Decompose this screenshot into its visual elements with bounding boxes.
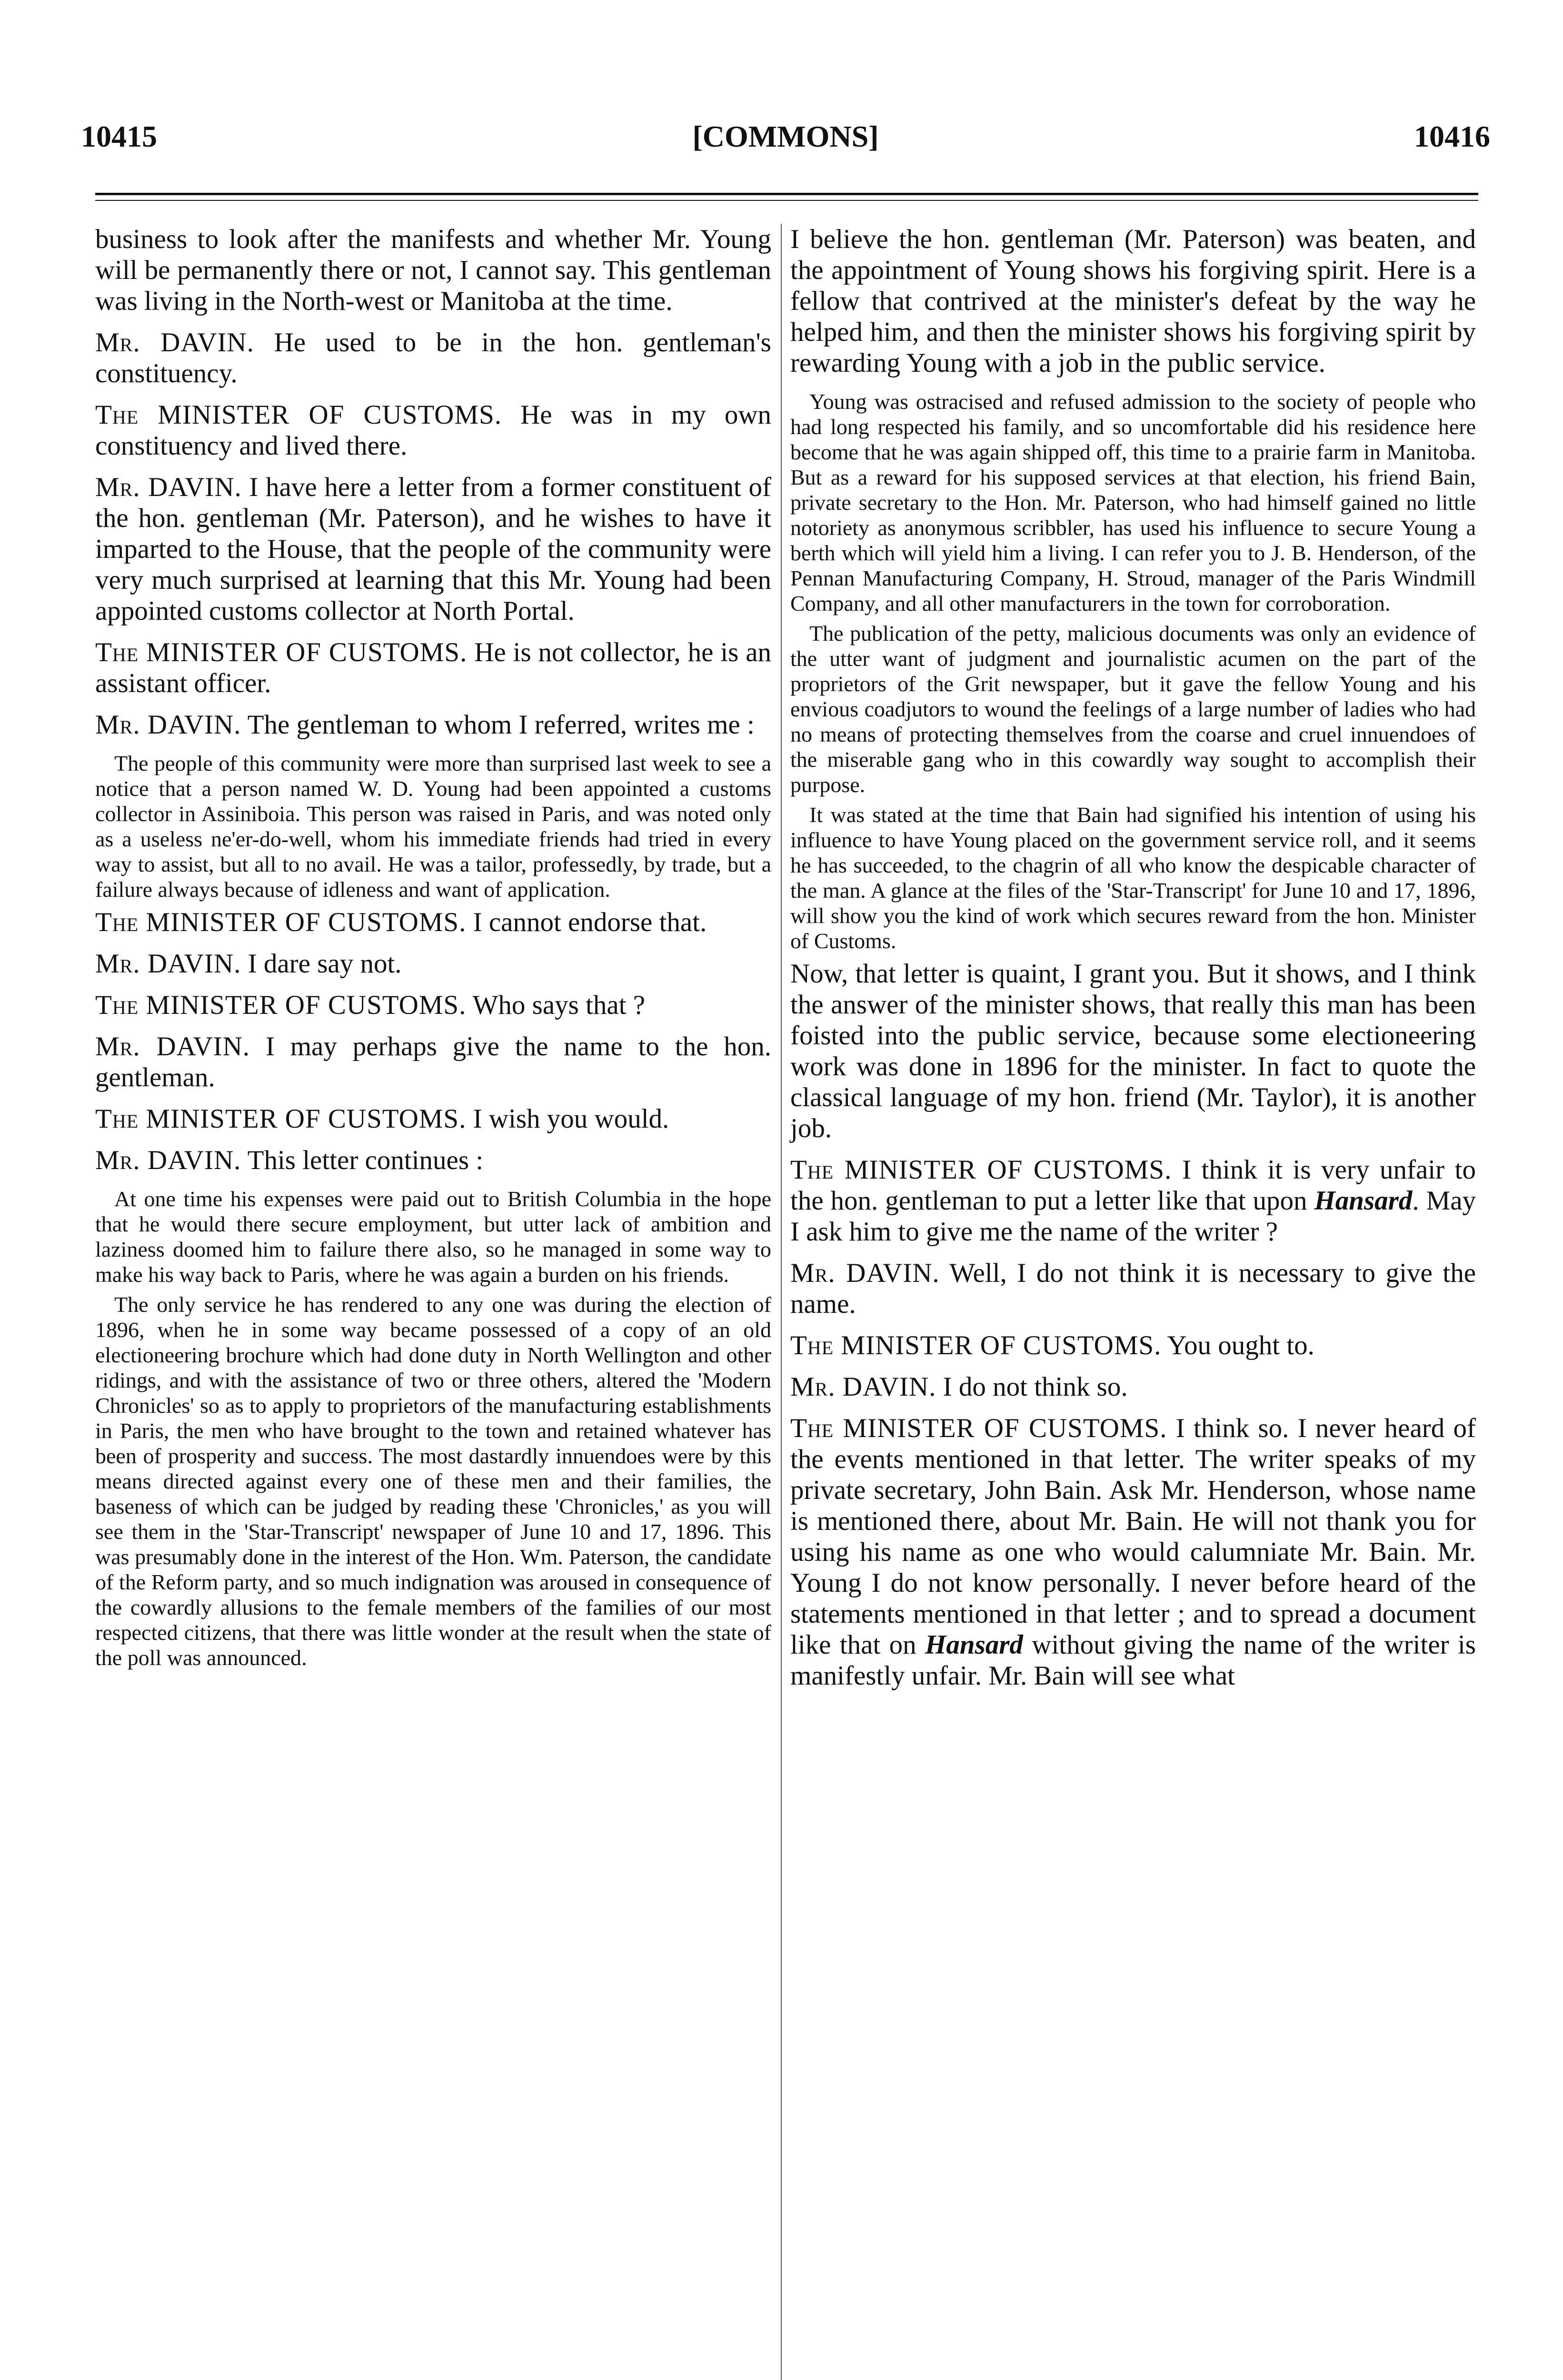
speech-paragraph — [790, 1371, 1476, 1402]
speaker-name: Mr. DAVIN. — [790, 1372, 936, 1402]
paragraph-text: I cannot endorse that. — [466, 907, 707, 937]
paragraph-text: The gentleman to whom I referred, writes me : — [241, 710, 755, 740]
paragraph-text: I have here a letter from a former constituent of the hon. gentleman (Mr. Paterson), and he wishes to have it imparted to the House, that the people of the community were very much surprised at learning that this Mr. Young had been appointed customs collector at North Portal. — [95, 472, 771, 626]
paragraph-text: I think it is very unfair to the hon. gentleman to put a letter like that upon — [790, 1155, 1476, 1216]
speech-paragraph — [790, 1154, 1476, 1247]
speech-paragraph — [790, 224, 1476, 378]
column-divider — [781, 224, 782, 2380]
paragraph-text: Now, that letter is quaint, I grant you. But it shows, and I think the answer of the minister shows, that really this man has been foisted into the public service, because some electioneering work was done in 1896 for the minister. In fact to quote the classical language of my hon. friend (Mr. Taylor), it is another job. — [790, 959, 1476, 1143]
paragraph-text: This letter continues : — [241, 1145, 484, 1175]
paragraph-text: He is not collector, he is an assistant officer. — [95, 637, 771, 698]
paragraph-text: business to look after the manifests and whether Mr. Young will be permanently there or not, I cannot say. This gentleman was living in the North-west or Manitoba at the time. — [95, 224, 771, 316]
speaker-name: The MINISTER OF CUSTOMS. — [790, 1155, 1172, 1185]
header-rule-thick — [95, 193, 1478, 195]
speaker-name: Mr. DAVIN. — [95, 1031, 250, 1061]
left-column — [95, 224, 771, 1675]
paragraph-text-tail: without giving the name of the writer is manifestly unfair. Mr. Bain will see what — [790, 1630, 1476, 1691]
page-number-right: 10416 — [1414, 119, 1490, 153]
speech-paragraph — [95, 472, 771, 626]
speech-paragraph — [95, 709, 771, 740]
running-title: [COMMONS] — [692, 119, 879, 153]
speaker-name: Mr. DAVIN. — [95, 327, 254, 357]
header-rule-thin — [95, 200, 1478, 201]
quoted-letter-paragraph — [790, 621, 1476, 797]
paragraph-text: At one time his expenses were paid out to British Columbia in the hope that he would there secure employment, but utter lack of ambition and laziness doomed him to failure there also, so he managed in some way to make his way back to Paris, where he was again a burden on his friends. — [95, 1187, 771, 1287]
speaker-name: The MINISTER OF CUSTOMS. — [95, 637, 468, 667]
paragraph-text: I think so. I never heard of the events mentioned in that letter. The writer speaks of my private secretary, John Bain. Ask Mr. Henderson, whose name is mentioned there, about Mr. Bain. He will not thank you for using his name as one who would calumniate Mr. Bain. Mr. Young I do not know personally. I never before heard of the statements mentioned in that letter ; and to spread a document like that on — [790, 1413, 1476, 1660]
page-number-left: 10415 — [81, 119, 157, 153]
speech-paragraph — [95, 990, 771, 1021]
speaker-name: The MINISTER OF CUSTOMS. — [95, 1104, 467, 1134]
paragraph-text: I may perhaps give the name to the hon. gentleman. — [95, 1031, 772, 1092]
speaker-name: The MINISTER OF CUSTOMS. — [95, 990, 467, 1020]
quoted-letter-paragraph — [95, 1186, 771, 1287]
speech-paragraph — [95, 327, 771, 389]
page-header — [81, 109, 1490, 157]
paragraph-text: He used to be in the hon. gentleman's constituency. — [95, 327, 771, 388]
paragraph-text: You ought to. — [1161, 1330, 1314, 1360]
quoted-letter-paragraph — [95, 1292, 771, 1670]
paragraph-text: He was in my own constituency and lived there. — [95, 400, 771, 461]
paragraph-text: Who says that ? — [466, 990, 646, 1020]
speech-paragraph — [790, 1258, 1476, 1319]
speech-paragraph — [95, 1031, 771, 1093]
italic-reference: Hansard — [1314, 1186, 1413, 1216]
speaker-name: The MINISTER OF CUSTOMS. — [95, 400, 502, 430]
quoted-letter-paragraph — [790, 389, 1476, 616]
paragraph-text: The people of this community were more than surprised last week to see a notice that a person named W. D. Young had been appointed a customs collector in Assiniboia. This person was raised in Paris, and was noted only as a useless ne'er-do-well, whom his immediate friends had tried in every way to assist, but all to no avail. He was a tailor, professedly, by trade, but a failure always because of idleness and want of application. — [95, 751, 771, 902]
speaker-name: The MINISTER OF CUSTOMS. — [95, 907, 467, 937]
speaker-name: The MINISTER OF CUSTOMS. — [790, 1413, 1167, 1443]
paragraph-text: Well, I do not think it is necessary to give the name. — [790, 1258, 1476, 1319]
speaker-name: Mr. DAVIN. — [95, 1145, 241, 1175]
paragraph-text: I dare say not. — [241, 949, 402, 979]
speaker-name: Mr. DAVIN. — [790, 1258, 940, 1288]
paragraph-text: I wish you would. — [466, 1104, 669, 1134]
paragraph-text: The publication of the petty, malicious documents was only an evidence of the utter want of judgment and journalistic acumen on the part of the proprietors of the Grit newspaper, but it gave the fellow Young and his envious coadjutors to wound the feelings of a large number of ladies who had no means of protecting themselves from the coarse and cruel innuendoes of the miserable gang who in this cowardly way sought to accomplish their purpose. — [790, 621, 1476, 797]
paragraph-text-tail: . May I ask him to give me the name of the writer ? — [790, 1186, 1476, 1247]
speech-paragraph — [790, 1413, 1476, 1691]
speech-paragraph — [95, 399, 771, 461]
quoted-letter-paragraph — [790, 802, 1476, 953]
speech-paragraph — [95, 907, 771, 938]
speech-paragraph — [95, 1103, 771, 1134]
speech-paragraph — [95, 1145, 771, 1176]
paragraph-text: I believe the hon. gentleman (Mr. Paterson) was beaten, and the appointment of Young shows his forgiving spirit. Here is a fellow that contrived at the minister's defeat by the way he helped him, and then the minister shows his forgiving spirit by rewarding Young with a job in the public service. — [790, 224, 1476, 378]
speech-paragraph — [95, 948, 771, 979]
right-column — [790, 224, 1476, 1702]
speech-paragraph — [790, 1330, 1476, 1361]
speech-paragraph — [790, 958, 1476, 1144]
paragraph-text: I do not think so. — [936, 1372, 1128, 1402]
speaker-name: Mr. DAVIN. — [95, 949, 241, 979]
paragraph-text: Young was ostracised and refused admission to the society of people who had long respected his family, and so uncomfortable did his residence here become that he was again shipped off, this time to a prairie farm in Manitoba. But as a reward for his supposed services at that election, his friend Bain, private secretary to the Hon. Mr. Paterson, who had himself gained no little notoriety as anonymous scribbler, has used his influence to secure Young a berth which will yield him a living. I can refer you to J. B. Henderson, of the Pennan Manufacturing Company, H. Stroud, manager of the Paris Windmill Company, and all other manufacturers in the town for corroboration. — [790, 389, 1476, 615]
italic-reference: Hansard — [925, 1630, 1023, 1660]
quoted-letter-paragraph — [95, 751, 771, 902]
speaker-name: Mr. DAVIN. — [95, 710, 241, 740]
speaker-name: The MINISTER OF CUSTOMS. — [790, 1330, 1162, 1360]
speech-paragraph — [95, 637, 771, 699]
paragraph-text: It was stated at the time that Bain had signified his intention of using his influence to have Young placed on the government service roll, and it seems he has succeeded, to the chagrin of all who know the despicable character of the man. A glance at the files of the 'Star-Transcript' for June 10 and 17, 1896, will show you the kind of work which secures reward from the hon. Minister of Customs. — [790, 803, 1476, 953]
speaker-name: Mr. DAVIN. — [95, 472, 242, 502]
speech-paragraph — [95, 224, 771, 317]
paragraph-text: The only service he has rendered to any one was during the election of 1896, when he in some way became possessed of a copy of an old electioneering brochure which had done duty in North Wellington and other ridings, and with the assistance of two or three others, altered the 'Modern Chronicles' so as to apply to proprietors of the manufacturing establishments in Paris, the men who have brought to the town and retained whatever has been of prosperity and success. The most dastardly innuendoes were by this means directed against every one of these men and their families, the baseness of which can be judged by reading these 'Chronicles,' as you will see them in the 'Star-Transcript' newspaper of June 10 and 17, 1896. This was presumably done in the interest of the Hon. Wm. Paterson, the candidate of the Reform party, and so much indignation was aroused in consequence of the cowardly allusions to the female members of the families of our most respected citizens, that there was little wonder at the result when the state of the poll was announced. — [95, 1292, 771, 1670]
